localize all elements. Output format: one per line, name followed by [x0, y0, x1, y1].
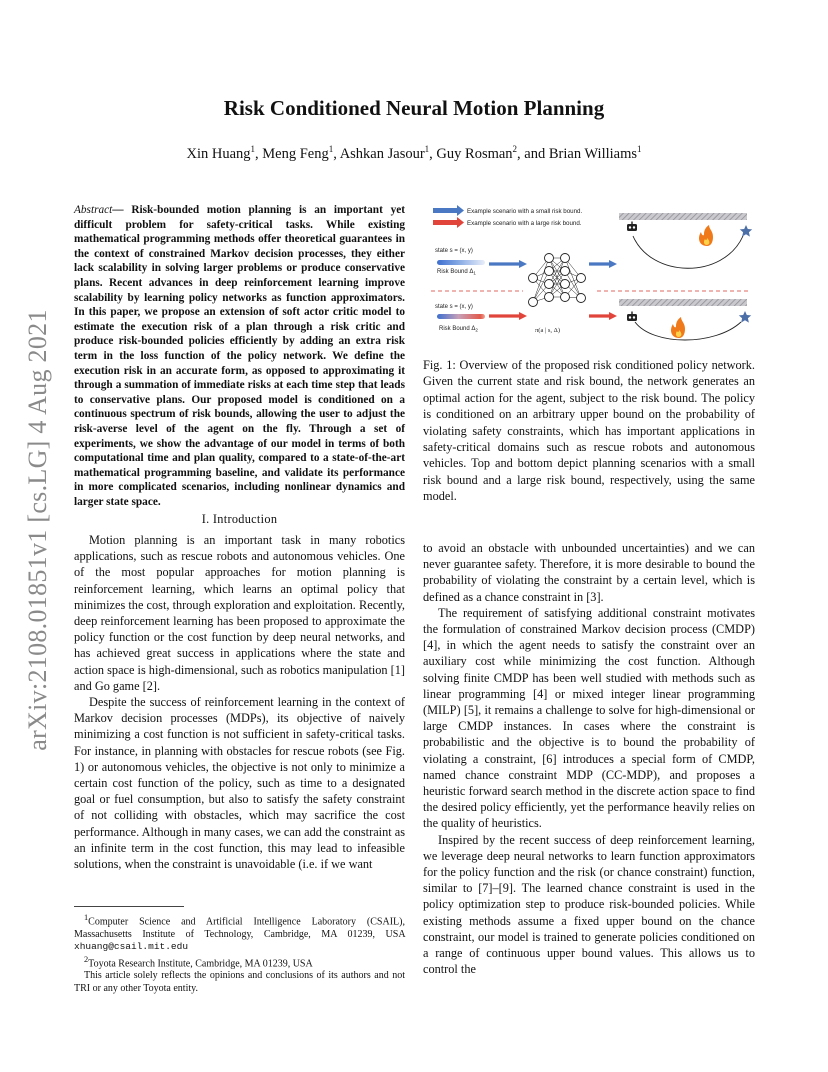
paper-title: Risk Conditioned Neural Motion Planning — [223, 96, 605, 120]
legend-small-risk — [433, 205, 582, 216]
fire-icon — [699, 225, 713, 246]
author-name: Xin Huang — [186, 145, 251, 162]
abstract — [74, 203, 405, 509]
wall-top — [619, 213, 747, 220]
paragraph: Motion planning is an important task in many robotics applications, such as rescue robots and autonomous vehicles. One of the most popular approaches for motion planning is reinforcement learning, which learns an optimal policy that minimizes the cost, through exploration and exploitation. Recently, deep reinforcement learning has been proposed to approximate the policy function or the cost function by deep neural networks, and has achieved great success in applications where the state and action space is high-dimensional, such as robotics manipulation [1] and Go game [2]. — [74, 533, 405, 693]
footnote-disclaimer: This article solely reflects the opinions and conclusions of its authors and not TRI or any other Toyota entity. — [74, 970, 405, 994]
risk-bound-2-label: Risk Bound $\Delta_2$ — [439, 326, 478, 333]
star-icon — [740, 225, 752, 237]
paragraph: Despite the success of reinforcement learning in the context of Markov decision processes (MDPs), its objective of naively minimizing a cost function is not sufficient in safety-critical tasks. For instance, in planning with obstacles for rescue robots (see Fig. 1) or autonomous vehicles, the objective is not only to minimize a certain cost function of the policy, such as time to a designated goal or fuel consumption, but also to satisfy the safety constraint of not colliding with obstacles, which may sacrifice the cost performance. Although in many cases, we can add the constraint as an infinite term in the cost function, this may lead to infeasible solutions, when the constraint is unavoidable (i.e. if we want — [74, 695, 405, 872]
wall-bottom — [619, 299, 747, 306]
star-icon — [739, 311, 751, 323]
state-label-bottom: state s = (x, y) — [435, 304, 473, 310]
policy-label: π(a | s, Δ) — [535, 327, 561, 334]
risk-bound-1-bar — [437, 260, 485, 265]
state-label-top: state s = (x, y) — [435, 248, 473, 254]
robot-icon — [627, 312, 637, 322]
footnote-affiliation-2: $^2$Toyota Research Institute, Cambridge, MA 01239, USA — [84, 954, 313, 969]
legend-large-risk — [433, 217, 582, 228]
risk-bound-1-label: Risk Bound $\Delta_1$ — [437, 269, 476, 276]
figure-caption: Fig. 1: Overview of the proposed risk conditioned policy network. Given the current state and risk bound, the network generates an optimal action for the agent, subject to the risk bound. The policy is conditioned on an arbitrary upper bound on the probability of violating safety constraints, which has important applications in safety-critical domains such as rescue robots and autonomous vehicles. Top and bottom depict planning scenarios with a small risk bound and a large risk bound, respectively, using the same model. — [423, 358, 755, 504]
author-email: xhuang@csail.mit.edu — [74, 941, 189, 953]
intro-right-column — [423, 540, 755, 977]
paragraph: The requirement of satisfying additional constraint motivates the formulation of constrained Markov decision process (CMDP) [4], in which the agent needs to satisfy the constraint over an auxiliary cost while minimizing the cost function. Although solving finite CMDP has been well studied with methods such as linear programming [4] or mixed integer linear programming (MILP) [5], it remains a challenge to solve for high-dimensional or large CMDP instances. In cases where the constraint is probabilistic and the objective is to bound the probability of violating a constraint, [6] introduces a special form of CMDP, named chance constraint MDP (CC-MDP), and proposes a heuristic forward search method in the discrete action space to find the desired policy efficiently, yet the performance heavily relies on the quality of heuristics. — [423, 605, 755, 831]
author-list: Xin Huang$^1$, Meng Feng$^1$, Ashkan Jasour$^1$, Guy Rosman$^2$, and Brian Williams$^1$ — [186, 144, 642, 162]
figure-1 — [423, 198, 755, 348]
trajectory-top — [633, 236, 743, 268]
author-name: Guy Rosman — [436, 145, 513, 162]
section-heading: I. Introduction — [201, 512, 278, 526]
neural-network-icon — [529, 254, 586, 307]
author-name: Ashkan Jasour — [339, 145, 425, 162]
arxiv-stamp: arXiv:2108.01851v1 [cs.LG] 4 Aug 2021 — [23, 309, 52, 751]
footnote-affiliation-1: $^1$Computer Science and Artificial Intelligence Laboratory (CSAIL), Massachusetts Institute of Technology, Cambridge, MA 01239, USA xhuang@csail.mit.edu — [74, 913, 405, 953]
abstract-lead: Abstract — [74, 204, 113, 216]
svg-text:Example scenario with a large: Example scenario with a large risk bound. — [467, 220, 582, 227]
fire-icon — [671, 317, 685, 338]
abstract-text: — Risk-bounded motion planning is an important yet difficult problem for safety-critical tasks. While existing mathematical programming methods offer theoretical guarantees in the context of constrained Markov decision processes, they either lack scalability in solving larger problems or produce conservative plans. Recent advances in deep reinforcement learning improve scalability by learning policy networks as function approximators. In this paper, we propose an extension of soft actor critic model to estimate the execution risk of a plan through a risk critic and produce risk-bounded policies efficiently by adding an extra risk term in the loss function of the policy network. We define the execution risk in an accurate form, as opposed to approximating it through a summation of immediate risks at each time step that leads to conservative plans. Our proposed model is conditioned on a continuous spectrum of risk bounds, allowing the user to adjust the risk-averse level of the agent on the fly. Through a set of experiments, we show the advantage of our model in terms of both computational time and plan quality, compared to a state-of-the-art mathematical programming baseline, and validate its performance in more complicated scenarios, including nonlinear dynamics and larger state space. — [74, 204, 405, 508]
author-name: Brian Williams — [548, 145, 638, 162]
trajectory-bottom — [635, 322, 741, 340]
footnotes — [74, 912, 405, 995]
paragraph: to avoid an obstacle with unbounded uncertainties) and we can never guarantee safety. Therefore, it is more desirable to bound the probability of violating the constraint by a certain level, which is defined as a chance constraint in [3]. — [423, 541, 755, 604]
footnote-rule — [74, 906, 184, 907]
risk-bound-2-bar — [437, 314, 485, 319]
intro-left-column — [74, 532, 405, 872]
svg-text:Example scenario with a small: Example scenario with a small risk bound. — [467, 208, 583, 215]
robot-icon — [627, 222, 637, 232]
author-name: Meng Feng — [262, 145, 329, 162]
paragraph: Inspired by the recent success of deep reinforcement learning, we leverage deep neural networks to learn function approximators for the policy function and the risk (or chance constraint) function, similar to [7]–[9]. The learned chance constraint is used in the policy optimization step to produce risk-bounded policies. While existing methods assume a fixed upper bound on the chance constraint, our model is trained to generate policies conditioned on a range of continuous upper bound values. This allows us to control the — [423, 832, 755, 977]
